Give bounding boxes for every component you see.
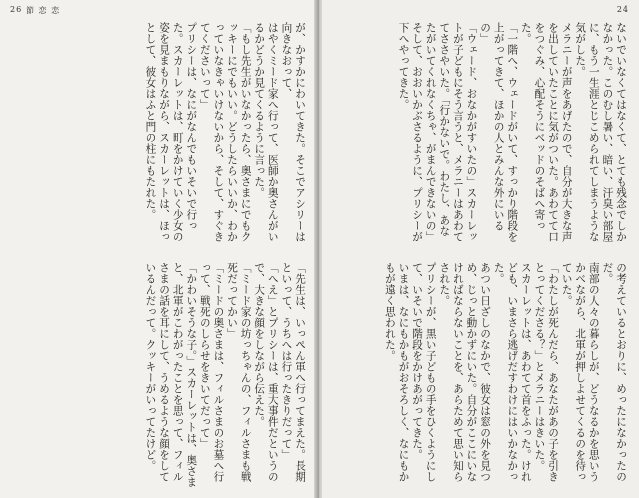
right-page	[322, 0, 639, 498]
paragraph: スカーレットは、あわてて首をふった。けれども、いまさら逃げだすわけにはいかなかった。	[492, 262, 532, 482]
paragraph: プリシーが、黒い子どもの手をひくようにして、いそいで階段をかけあがってきた。	[411, 262, 437, 482]
page-number-left: 26	[10, 5, 23, 14]
paragraph: 「先生は、いっぺん軍へ行ってまえた。長期といって、うちへは行ったきりだって」	[280, 262, 306, 482]
paragraph: 「ウェード、おなかがすいたの」スカーレットが子どもにそう言うと、メラニーはあわててささやいた。「行かないで。わたし、あなたがいてくれなくちゃ、がまんできないの」	[424, 22, 478, 242]
paragraph: 「かわいそうな子。」スカーレットは、奥さまと、北軍がこわがったことを思って、フィルさまの話を耳にして、うめるような顔をしているんだって。クッキーがいってたけど。	[144, 262, 198, 488]
paragraph: あつい日ざしのなかで、彼女は窓の外を見つめ、じっと動かずにいた。自分がここにいなければならないことを、あらためて思い知らされた。	[438, 262, 492, 482]
paragraph: ないでいなくてはなくて、とても残念でしかなかった。このむし暑い、暗い、汗臭い部屋に、もう一生涯とじこめられてしまうような気がした。	[574, 22, 627, 242]
paragraph: 「わたしが死んだら、あなたがあの子を引きとってくださる？」とメラニーはきいた。	[533, 262, 560, 482]
paragraph: 「へえ」とプリシーは、重大事件だというので、大きな顔をしながら伝えた。	[253, 262, 279, 482]
paragraph: の考えているとおりに、めったになかったのだ。	[601, 262, 627, 482]
paragraph: いまは、なにもかもがおそろしく、なにもかもが遠く思われた。	[383, 262, 410, 482]
left-top-text-block	[14, 22, 306, 244]
left-page	[0, 0, 316, 498]
paragraph: 「一階へ、ウェードがいて、すっかり階段を上がってきて、ほかの人とみんな外にいるの」	[479, 22, 519, 242]
paragraph: が、かすかにわいてきた。そこでアシリーは向きなおって、	[280, 22, 306, 242]
paragraph: はやくミード家へ行って、医師か奥さんがいるかどうか見てくるように言った。	[253, 22, 279, 242]
right-bottom-text-block	[334, 262, 627, 488]
paragraph: そして、おおいかぶさるように、プリシーが下へやってきた。	[397, 22, 424, 242]
paragraph: 「もし先生がいなかったら、奥さまにでもクッキーにでもいい。どうしたらいいか、わかっていなきゃいけないから、そして、すぐきてくださいって」	[198, 22, 252, 242]
left-bottom-text-block	[14, 262, 306, 488]
right-top-text-block	[334, 22, 627, 244]
paragraph: 「ミードの奥さまは、フィルさまのお墓へ行って、戦死のしらせをきいてだって」	[198, 262, 225, 482]
paragraph: 南部の人々の暮らしが、どうなるかを思いうかべながら、北軍が押しよせてくるのを待っていた。	[560, 262, 600, 482]
paragraph: 「ミード家の坊っちゃんの、フィルさまも戦死だってかい」	[226, 262, 252, 482]
paragraph: メラニーが声をあげたので、自分が大きな声を出していたことに気がついた。あわてて口をつぐみ、心配そうにベッドのそばへ寄った。	[519, 22, 573, 242]
running-title: 節 恋 恋	[26, 6, 61, 15]
paragraph: プリシーは、なにがなんでもいそいで行った。スカーレットは、町をかけていく少女の姿を見まもりながら、スカーレットは、ほっとして、彼女はふと門の柱にもたれた。	[144, 22, 198, 242]
page-number-right: 24	[616, 5, 629, 14]
